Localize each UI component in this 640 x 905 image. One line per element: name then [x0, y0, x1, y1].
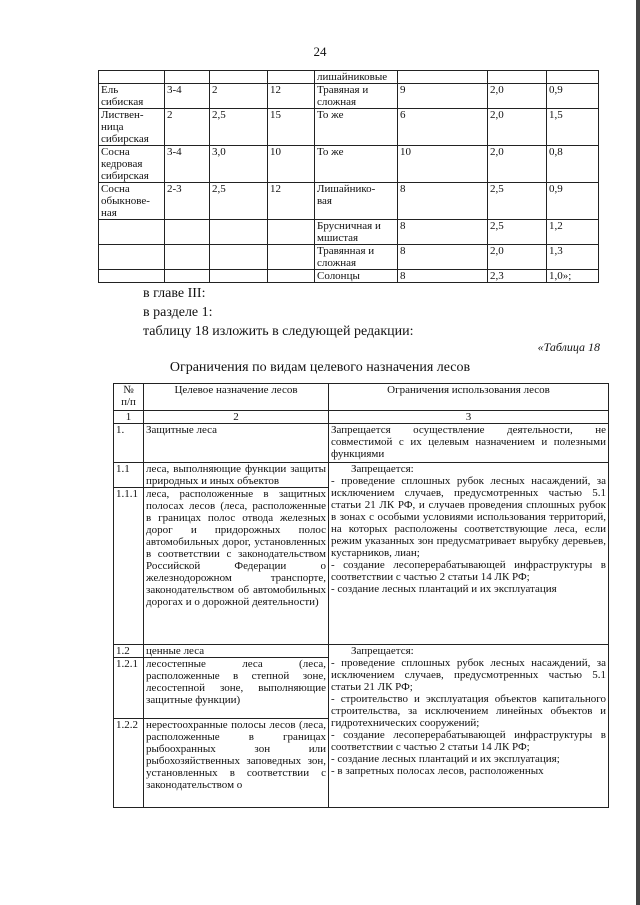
table-cell: 2,5	[210, 109, 268, 146]
table-cell: 2-3	[165, 183, 210, 220]
table-row	[99, 270, 599, 283]
table-row	[114, 463, 609, 488]
restriction-item: - проведение сплошных рубок лесных насаждений, за исключением случаев, предусмотренных частью 5.1 статьи 21 ЛК РФ, и случаев проведения сплошных рубок в зонах с особыми условиями использования территорий, на которых расположены соответствующие леса, если режим указанных зон предусматривает вырубку деревьев, кустарников, лиан;	[331, 475, 606, 559]
row-num: 1.2	[114, 645, 144, 658]
table-cell: 8	[398, 270, 488, 283]
table-header-row	[114, 384, 609, 411]
table-row	[99, 84, 599, 109]
table-cell: 2,0	[488, 109, 547, 146]
table-cell: То же	[315, 146, 398, 183]
table-cell: Сосна обыкнове- ная	[99, 183, 165, 220]
restriction-item: - создание лесоперерабатывающей инфраструктуры в соответствии с частью 2 статьи 14 ЛК РФ;	[331, 729, 606, 753]
row-restriction: Запрещается осуществление деятельности, не совместимой с их целевым назначением и полезными функциями	[329, 424, 609, 463]
row-purpose: Защитные леса	[144, 424, 329, 463]
table-cell: 2	[210, 84, 268, 109]
row-purpose: леса, расположенные в защитных полосах лесов (леса, расположенные в границах полос отвода железных дорог и придорожных полос автомобильных дорог, установленных в соответствии с законодательством Российской Федерации о железнодорожном транспорте, законодательством об автомобильных дорогах и о дорожной деятельности)	[144, 488, 329, 645]
row-purpose: лесостепные леса (леса, расположенные в степной зоне, лесостепной зоне, выполняющие защитные функции)	[144, 658, 329, 719]
table-cell: Травяная и сложная	[315, 84, 398, 109]
table-cell: 10	[398, 146, 488, 183]
table-caption: «Таблица 18	[537, 340, 600, 354]
table-cell: 2,0	[488, 146, 547, 183]
table-cell: Брусничная и мшистая	[315, 220, 398, 245]
table-cell: 6	[398, 109, 488, 146]
row-restriction-group-1	[329, 463, 609, 645]
table-cell: Лишайнико- вая	[315, 183, 398, 220]
row-restriction-group-2	[329, 645, 609, 808]
table-cell: 1,5	[547, 109, 599, 146]
table-row	[114, 645, 609, 658]
table-cell: 9	[398, 84, 488, 109]
table-title: Ограничения по видам целевого назначения лесов	[169, 360, 471, 375]
restriction-item: - проведение сплошных рубок лесных насаждений, за исключением случаев, предусмотренных частью 5.1 статьи 21 ЛК РФ;	[331, 657, 606, 693]
table-cell	[165, 270, 210, 283]
table-cell: 12	[268, 84, 315, 109]
table-cell: 2,5	[210, 183, 268, 220]
row-num: 1.2.2	[114, 719, 144, 808]
table-cell	[547, 71, 599, 84]
table-cell: 2	[165, 109, 210, 146]
table-cell: 2,0	[488, 245, 547, 270]
instruction-section: в разделе 1:	[143, 305, 213, 320]
table-row	[99, 245, 599, 270]
table-cell: 8	[398, 183, 488, 220]
table-cell	[210, 270, 268, 283]
col-number: 3	[329, 411, 609, 424]
table-cell: То же	[315, 109, 398, 146]
row-purpose: ценные леса	[144, 645, 329, 658]
instruction-chapter: в главе III:	[143, 286, 206, 301]
col-number: 1	[114, 411, 144, 424]
table-cell	[268, 270, 315, 283]
table-cell	[99, 220, 165, 245]
row-num: 1.	[114, 424, 144, 463]
table-cell: 2,5	[488, 220, 547, 245]
table-cell	[398, 71, 488, 84]
table-cell: 0,9	[547, 84, 599, 109]
table-cell: 12	[268, 183, 315, 220]
row-purpose: леса, выполняющие функции защиты природных и иных объектов	[144, 463, 329, 488]
restriction-item: - создание лесных плантаций и их эксплуатация	[331, 583, 557, 595]
table-cell: 1,0»;	[547, 270, 599, 283]
table-cell	[210, 245, 268, 270]
table-cell	[99, 245, 165, 270]
table-cell: Ель сибиская	[99, 84, 165, 109]
row-purpose: нерестоохранные полосы лесов (леса, расположенные в границах рыбоохранных зон или рыбохозяйственных заповедных зон, установленных в соответствии с законодательством о	[144, 719, 329, 808]
row-num: 1.1.1	[114, 488, 144, 645]
row-num: 1.1	[114, 463, 144, 488]
table-cell: 1,3	[547, 245, 599, 270]
restriction-item: - создание лесных плантаций и их эксплуатация;	[331, 753, 560, 765]
table-cell: лишайниковые	[315, 71, 398, 84]
table-cell: 10	[268, 146, 315, 183]
table-row	[99, 71, 599, 84]
table-cell	[165, 71, 210, 84]
table-cell: 2,3	[488, 270, 547, 283]
table-row	[114, 424, 609, 463]
table-cell: 0,9	[547, 183, 599, 220]
table-cell	[165, 220, 210, 245]
table-cell: 3,0	[210, 146, 268, 183]
table-cell: 8	[398, 245, 488, 270]
restrictions-table	[113, 383, 609, 808]
table-cell: 15	[268, 109, 315, 146]
table-cell: Листвен- ница сибирская	[99, 109, 165, 146]
table-cell	[268, 220, 315, 245]
instruction-table: таблицу 18 изложить в следующей редакции:	[143, 324, 414, 339]
table-cell: 8	[398, 220, 488, 245]
header-restrictions: Ограничения использования лесов	[329, 384, 609, 411]
restriction-item: - создание лесоперерабатывающей инфраструктуры в соответствии с частью 2 статьи 14 ЛК РФ;	[331, 559, 606, 583]
column-number-row	[114, 411, 609, 424]
table-cell: 3-4	[165, 146, 210, 183]
restriction-item: - строительство и эксплуатация объектов капитального строительства, за исключением линейных объектов и гидротехнических сооружений;	[331, 693, 606, 729]
restriction-head: Запрещается:	[351, 463, 414, 475]
col-number: 2	[144, 411, 329, 424]
page-number: 24	[313, 44, 327, 59]
table-cell: 2,0	[488, 84, 547, 109]
table-cell	[99, 71, 165, 84]
restriction-item: - в запретных полосах лесов, расположенных	[331, 765, 544, 777]
table-cell: Сосна кедровая сибирская	[99, 146, 165, 183]
table-cell: Солонцы	[315, 270, 398, 283]
table-cell	[268, 245, 315, 270]
header-num: № п/п	[114, 384, 144, 411]
table-cell	[210, 71, 268, 84]
table-row	[99, 109, 599, 146]
table-cell	[210, 220, 268, 245]
table-row	[99, 220, 599, 245]
row-num: 1.2.1	[114, 658, 144, 719]
table-cell	[488, 71, 547, 84]
restriction-head: Запрещается:	[351, 645, 414, 657]
table-cell: 1,2	[547, 220, 599, 245]
table-cell: 2,5	[488, 183, 547, 220]
table-row	[99, 183, 599, 220]
scan-edge	[636, 0, 640, 905]
table-cell	[99, 270, 165, 283]
table-cell: 3-4	[165, 84, 210, 109]
table-cell	[165, 245, 210, 270]
species-table	[98, 70, 599, 283]
table-cell: 0,8	[547, 146, 599, 183]
table-cell: Травянная и сложная	[315, 245, 398, 270]
table-row	[99, 146, 599, 183]
table-cell	[268, 71, 315, 84]
header-purpose: Целевое назначение лесов	[144, 384, 329, 411]
